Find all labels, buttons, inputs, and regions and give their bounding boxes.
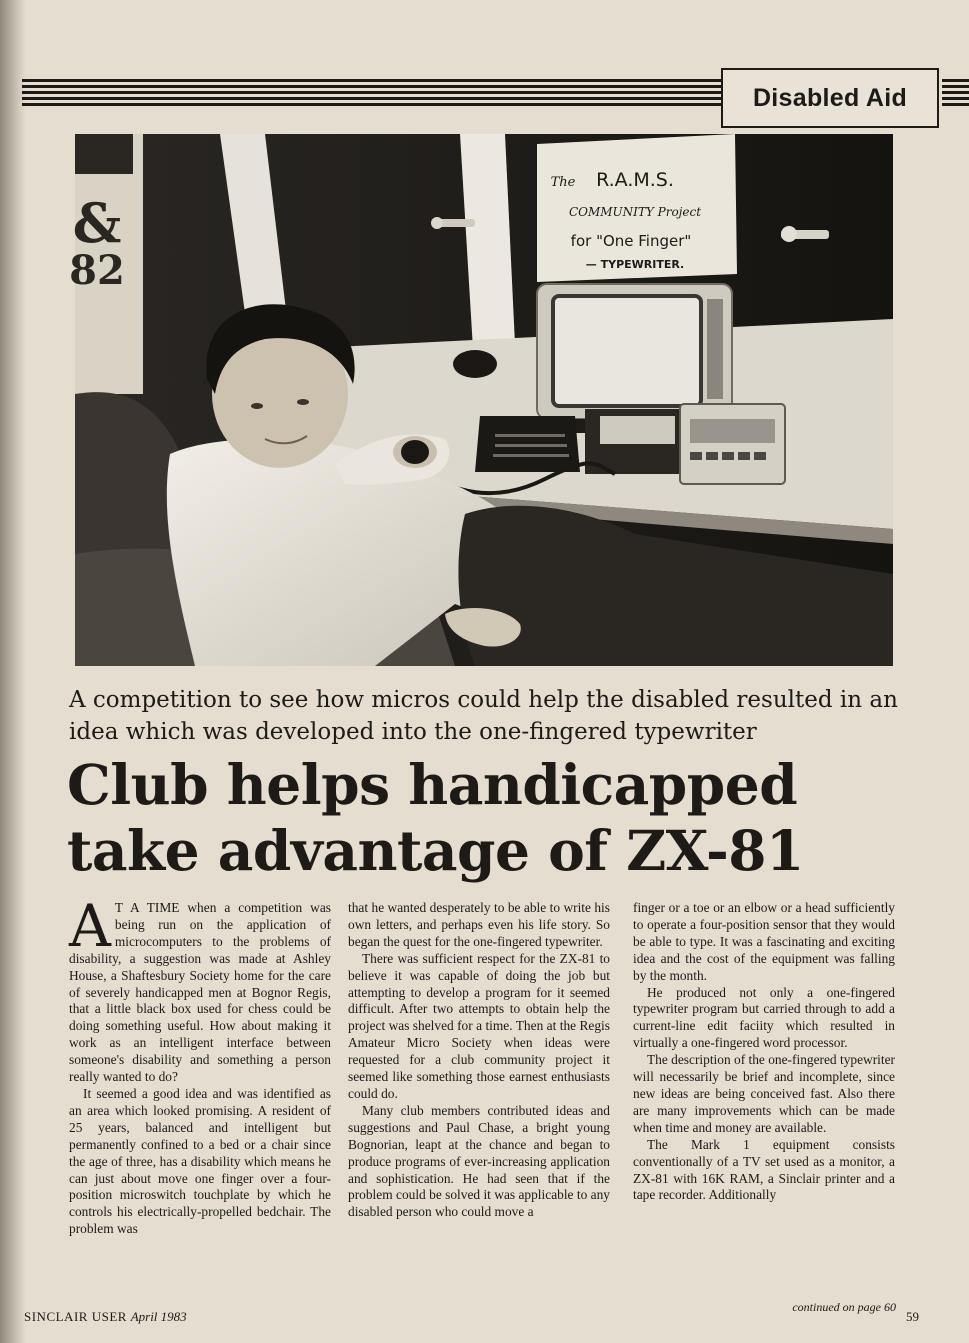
article-paragraph: The description of the one-fingered typewriter will necessarily be brief and incomplete, since new ideas are being conceived fast. Also there are many improvements which can be made when time and money are available. xyxy=(633,1052,896,1135)
article-column-3 xyxy=(633,900,895,1204)
headline-line-1: Club helps handicapped xyxy=(67,752,798,817)
poster-ampersand: & xyxy=(72,191,122,255)
article-paragraph: It seemed a good idea and was identified as an area which looked promising. A resident of 25 years, balanced and intelligent but permanently confined to a bed or a chair since the age of three, has a disability which means he can just about move one finger over a four-position microswitch touchplate by which he controls his electrically-propelled bedchair. The problem was xyxy=(69,1085,331,1237)
standfirst: A competition to see how micros could help the disabled resulted in an idea which was developed into the one-fingered typewriter xyxy=(69,687,898,745)
poster-number: 82 xyxy=(69,247,125,294)
publication-name: SINCLAIR USER xyxy=(24,1309,127,1324)
continued-link[interactable]: continued on page 60 xyxy=(792,1300,896,1314)
article-paragraph xyxy=(69,892,331,1086)
sign-line-5: — TYPEWRITER. xyxy=(585,258,685,271)
sign-line-2: R.A.M.S. xyxy=(596,169,674,191)
section-label-text: Disabled Aid xyxy=(752,83,908,112)
page-number: 59 xyxy=(906,1309,919,1324)
article-paragraph: There was sufficient respect for the ZX-81 to believe it was capable of doing the job but attempting to develop a program for it seemed difficult. After two attempts to obtain help the project was shelved for a time. Then at the Regis Amateur Micro Society when ideas were requested for a club community project it seemed like something those earnest enthusiasts could do. xyxy=(348,950,610,1101)
paragraph-text: T A TIME when a competition was being run on the application of microcomputers to the problems of disability, a suggestion was made at Ashley House, a Shaftesbury Society home for the care of severely handicapped men at Bognor Regis, that a little black box used for chess could be doing something useful. How about making it work as an intelligent interface between someone's disability and something a person really wanted to do? xyxy=(69,900,331,1085)
article-paragraph: finger or a toe or an elbow or a head sufficiently to operate a four-position sensor that they would be able to type. It was a fascinating and exciting idea and the cost of the equipment was falling by the month. xyxy=(633,900,895,983)
article-paragraph: that he wanted desperately to be able to write his own letters, and perhaps even his life story. So began the quest for the one-fingered typewriter. xyxy=(348,900,610,949)
article-paragraph: He produced not only a one-fingered typewriter program but carried through to add a current-line edit faciity which resulted in virtually a one-fingered word processor. xyxy=(633,984,895,1051)
header-rule-right xyxy=(942,79,969,107)
header-rule-left xyxy=(22,79,722,107)
issue-date: April 1983 xyxy=(130,1309,187,1324)
sign-line-1: The xyxy=(550,175,576,190)
page-gutter-shadow xyxy=(0,0,26,1343)
article-paragraph: Many club members contributed ideas and suggestions and Paul Chase, a bright young Bognorian, leapt at the chance and began to produce programs of ever-increasing application and sophistication. He had seen that if the problem could be solved it was applicable to any disabled person who could move a xyxy=(348,1102,610,1220)
article-paragraph: The Mark 1 equipment consists conventionally of a TV set used as a monitor, a ZX-81 with 16K RAM, a Sinclair printer and a tape recorder. Additionally xyxy=(633,1136,895,1203)
sign-line-3: COMMUNITY Project xyxy=(568,205,702,219)
drop-cap: A xyxy=(69,892,111,960)
article-column-1 xyxy=(69,892,331,1238)
headline-line-2: take advantage of ZX-81 xyxy=(67,818,804,883)
article-column-2 xyxy=(348,900,610,1221)
headline xyxy=(67,752,927,884)
footer-publication xyxy=(24,1309,187,1325)
section-label xyxy=(721,68,939,128)
article-photo xyxy=(69,134,893,666)
sign-line-4: for "One Finger" xyxy=(570,232,692,250)
